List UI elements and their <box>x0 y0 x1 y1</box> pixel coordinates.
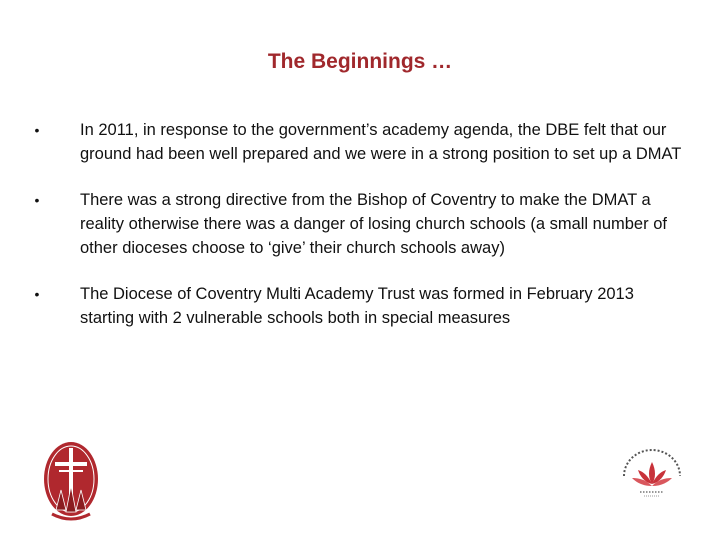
diocese-crest-logo <box>38 438 104 524</box>
bullet-list <box>30 118 690 352</box>
bullet-item-3 <box>30 282 690 330</box>
bullet-text: The Diocese of Coventry Multi Academy Trust was formed in February 2013 starting with 2 vulnerable schools both in special measures <box>80 285 634 327</box>
diocese-emblem-logo <box>614 442 690 502</box>
bullet-text: There was a strong directive from the Bishop of Coventry to make the DMAT a reality otherwise there was a danger of losing church schools (a small number of other dioceses choose to ‘give’ their church schools away) <box>80 191 667 257</box>
bullet-glyph: • <box>34 192 40 208</box>
diocese-crest-cross-icon <box>38 438 104 524</box>
diocese-lotus-emblem-icon <box>614 442 690 502</box>
slide-title: The Beginnings … <box>267 50 453 73</box>
bullet-text: In 2011, in response to the government’s academy agenda, the DBE felt that our ground had been well prepared and we were in a strong position to set up a DMAT <box>80 121 682 163</box>
bullet-item-1 <box>30 118 690 166</box>
bullet-glyph: • <box>34 122 40 138</box>
bullet-item-2 <box>30 188 690 260</box>
bullet-glyph: • <box>34 286 40 302</box>
